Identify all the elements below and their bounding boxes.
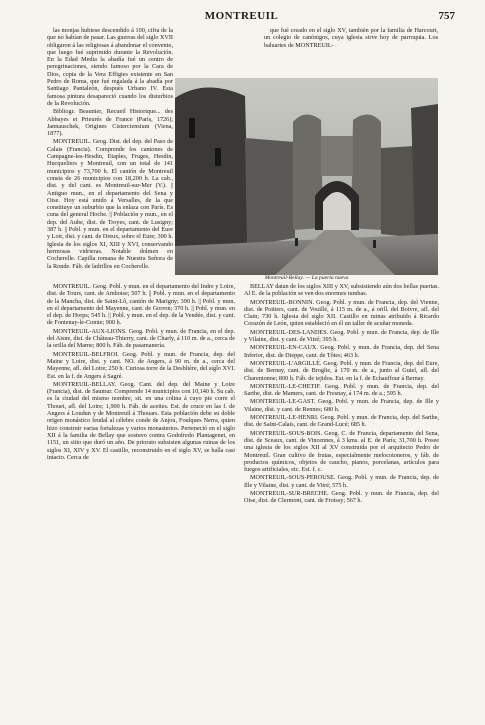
paragraph: Bibliogr. Beaunier, Recueil Historique... des Abbayes et Prieurés de France (París, 1726); Jannauschek, Origines Cisterciensium (Viena, 1877). [47,108,173,138]
paragraph: BELLAY datan de los siglos XIII y XV, subsistiendo aún dos bellas puertas. Al E. de la población se ven dos enormes tumbas. [244,283,439,298]
paragraph: MONTREUIL-DES-LANDES. Geog. Pobl. y mun. de Francia, dep. de Ille y Vilaine, dist. y cant. de Vitré; 395 h. [244,328,439,344]
figure-caption: Montreuil-Bellay. — La puerta nueva [264,275,349,281]
paragraph: las monjas hubiese descendido á 100, cifra de la que no habían de pasar. Las guerras del siglo XVII obligaron á las religiosas á abandonar el convento, que luego fué suprimido durante la Revolución. En la Edad Media la abadía fué un centro de peregrinaciones, siendo famoso por la Cara de Dios, copia de la Vera Effigies existente en San Pedro de Roma, que fué regalada á la abadía por Santiago Pantaleón, después Urbano IV. Esta famosa pintura desapareció cuando los disturbios de la Revolución. [47,27,173,107]
paragraph: MONTREUIL-L'ARGILLÉ. Geog. Pobl. y mun. de Francia, dep. del Eure, dist. de Bernay, cant. de Broglie, á 170 m. de a., junto al Guiel, afl. del Charentonne; 800 h. Fáb. de tejidos. Est. en la f. de Echauffour á Bernay. [244,359,439,382]
left-column-bottom [47,283,235,703]
paragraph: MONTREUIL-BELLAY. Geog. Cant. del dep. del Maine y Loire (Francia), dist. de Saumur. Comprende 14 municipios con 10,140 h. Su cab. es la ciudad del mismo nombre, sit. en una colina á cuyo pie corre el Thouet, afl. del Loire; 1,900 h. Fáb. de aceites. Est. de cruce en las f. de Angers á Loudun y de Montreuil á Thouars. Esta población debe su doble origen monástico feudal al célebre conde de Anjou, Foulques Nerra, quien hizo construir varias fortalezas y varios monasterios. Perteneció en el siglo XII á la familia de Bellay que sostuvo contra Godofredo Plantagenet, en 1151, un sitio que duró un año. De priorato subsisten algunas ruinas de los siglos XI, XIV y XV. El castillo, reconstruido en el siglo XV, se halla casi intacto. Cerca de [47,380,235,461]
paragraph: MONTREUIL-LE-CHETIF. Geog. Pobl. y mun. de Francia, dep. del Sarthe, dist. de Mamers, cant. de Fresnay, á 174 m. de a.; 595 h. [244,382,439,398]
paragraph: MONTREUIL-AUX-LIONS. Geog. Pobl. y mun. de Francia, en el dep. del Aisne, dist. de Château-Thierry, cant. de Charly, á 110 m. de a., cerca de la orilla del Marne; 800 h. Fáb. de pasamanería. [47,327,235,350]
left-column-top [47,27,173,283]
paragraph: MONTREUIL-LE-GAST. Geog. Pobl. y mun. de Francia, dep. de Ille y Vilaine, dist. y cant. de Rennes; 680 h. [244,398,439,413]
paragraph: que fué creado en el siglo XV, también por la familia de Harcourt, un colegio de canónigos, cuya iglesia sirve hoy de parroquia. Los baluartes de MONTREUIL- [264,27,438,49]
photo-montreuil-bellay-gate [175,78,438,275]
paragraph: MONTREUIL-BELFROI. Geog. Pobl. y mun. de Francia, dep. del Maine y Loire, dist. y cant. NO. de Angers, á 90 m. de a., cerca del Mayenne, afl. del Loire; 250 h. Curiosa torre de la Desblière, del siglo XVI. Est. en la f. de Angers á Sagré. [47,350,235,380]
engraving-image [175,78,438,275]
paragraph: MONTREUIL-SOUS-PEROUSE. Geog. Pobl. y mun. de Francia, dep. de Ille y Vilaine, dist. y cant. de Vitré; 575 h. [244,474,439,489]
right-column-bottom [244,283,439,703]
paragraph: MONTREUIL-EN-CAUX. Geog. Pobl. y mun. de Francia, dep. del Sena Inferior, dist. de Dieppe, cant. de Tôtes; 463 h. [244,344,439,359]
paragraph: MONTREUIL-SUR-BRECHE. Geog. Pobl. y mun. de Francia, dep. del Oise, dist. de Clermont, cant. de Froissy; 567 h. [244,490,439,505]
paragraph: MONTREUIL-BONNIN. Geog. Pobl. y mun. de Francia, dep. del Vienne, dist. de Poitiers, cant. de Vouillé, á 115 m. de a., á orill. del Boivre, afl. del Clain; 730 h. Iglesia del siglo XII. Castillo en ruinas atribuido á Ricardo Corazón de León, quien estableció en él un taller de acuñar moneda. [244,298,439,328]
page-number: 757 [438,10,455,22]
paragraph: MONTREUIL. Geog. Dist. del dep. del Paso de Calais (Francia). Comprende los cantones de Campagne-les-Hesdin, Etaples, Fruges, Hesdin, Hucqueliers y Montreuil, con un total de 141 municipios y 73,700 h. El cantón de Montreuil consta de 26 municipios con 18,200 h. La cab., dist. y del cant. es Montreuil-sur-Mer (V.). || Antiguo mun., en el departamento del Sena y Oise. Hoy está unido á Versalles, de la que constituye un suburbio que la enlaza con París. Es cuna del general Hoche. || Población y mun., en el dep. del Aube, dist. de Troyes, cant. de Lusigny; 387 h. || Pobl. y mun. en el departamento del Eure y Loir, dist. y cant. de Dreux, sobre el Eure; 300 h. Iglesia de los siglos XI, XIII y XVI, conservando hermosas vidrieras. Notable dolmen en Cocherelle. Capilla romana de Nuestra Señora de la Ronde. Fáb. de ladrillos en Cocherelle. [47,138,173,270]
paragraph: MONTREUIL-LE-HENRI. Geog. Pobl. y mun. de Francia, dep. del Sarthe, dist. de Saint-Calais, cant. de Grand-Lucé; 685 h. [244,414,439,429]
running-head: MONTREUIL [204,10,279,22]
right-column-top [264,27,438,81]
paragraph: MONTREUIL. Geog. Pobl. y mun. en el departamento del Indre y Loire, dist. de Tours, cant. de Amboise; 507 h. || Pobl. y mun. en el departamento de la Mancha, dist. de Saint-Lô, cantón de Marigny; 390 h. || Pobl. y mun. en el departamento del Mayenne, cant. de Gorron; 370 h. || Pobl. y mun. en el dep. de Horps; 545 h. || Pobl. y mun. en el dep. de la Vendée, dist. y cant. de Fontenay-le-Comte; 900 h. [47,283,235,327]
page-header [28,10,455,24]
paragraph: MONTREUIL-SOUS-BOIS. Geog. C. de Francia, departamento del Sena, dist. de Sceaux, cant. de Vincennes, á 3 kms. al E. de París; 31,700 h. Posee una iglesia de los siglos XII al XV construida por el arquitecto Pedro de Montreuil. Gran cultivo de frutas, especialmente melocotoneros, y fáb. de productos químicos, objetos de caucho, pianos, porcelanas, artículos para fuegos artificiales, etc. Est. f. c. [244,429,439,474]
